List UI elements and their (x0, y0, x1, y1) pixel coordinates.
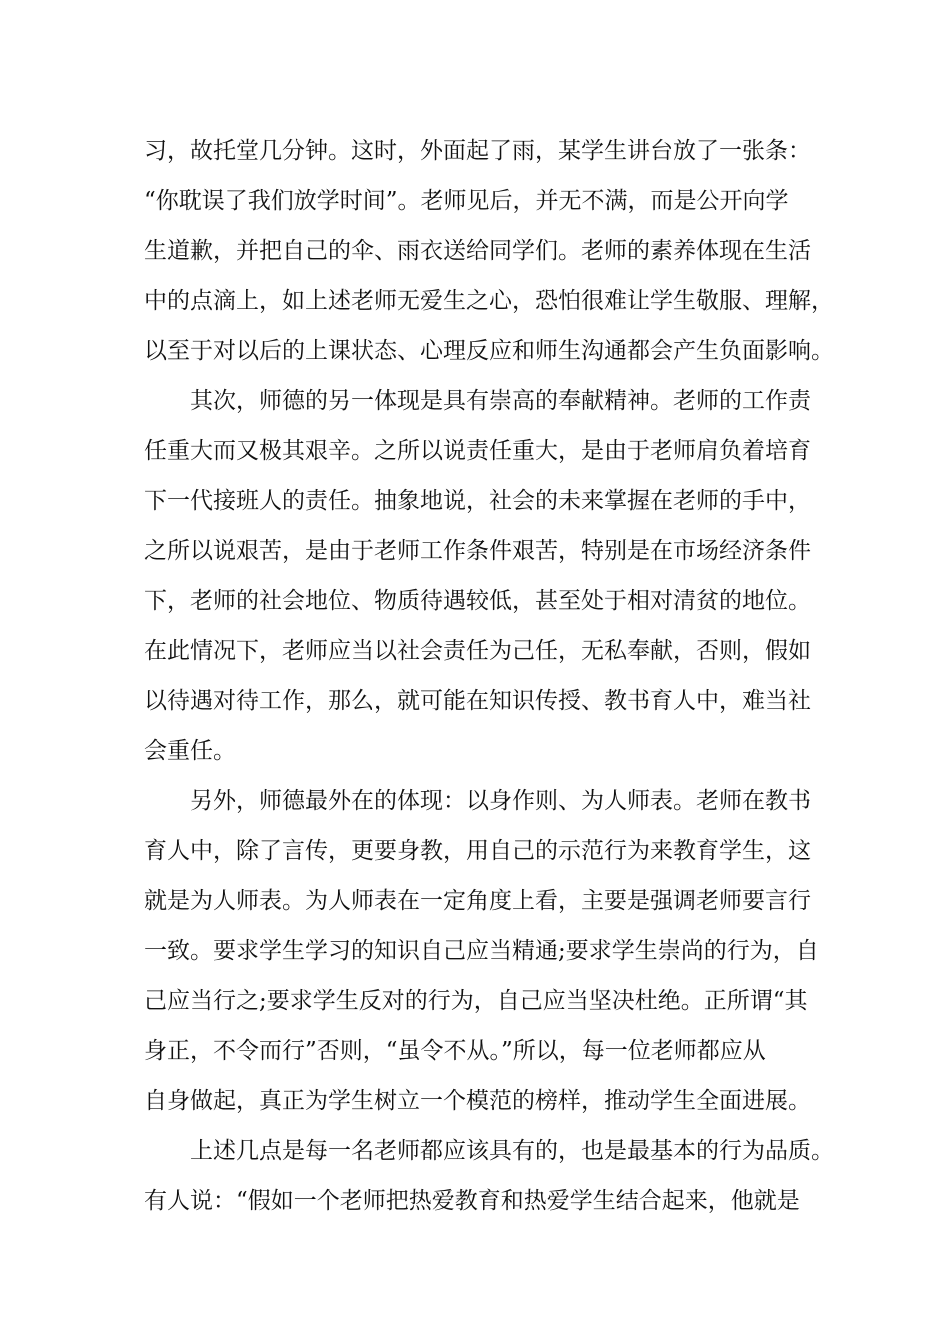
text-line: “你耽误了我们放学时间”。老师见后，并无不满，而是公开向学 (144, 188, 789, 214)
text-line: 身正，不令而行”否则，“虽令不从。”所以，每一位老师都应从 (144, 1038, 766, 1064)
text-line: 下一代接班人的责任。抽象地说，社会的未来掌握在老师的手中， (144, 488, 811, 514)
text-line: 在此情况下，老师应当以社会责任为己任，无私奉献，否则，假如 (144, 638, 811, 664)
text-line: 生道歉，并把自己的伞、雨衣送给同学们。老师的素养体现在生活 (144, 238, 811, 264)
text-line: 以至于对以后的上课状态、心理反应和师生沟通都会产生负面影响。 (144, 338, 834, 364)
text-line: 就是为人师表。为人师表在一定角度上看，主要是强调老师要言行 (144, 888, 811, 914)
text-line: 育人中，除了言传，更要身教，用自己的示范行为来教育学生，这 (144, 838, 811, 864)
text-line: 之所以说艰苦，是由于老师工作条件艰苦，特别是在市场经济条件 (144, 538, 811, 564)
text-line: 下，老师的社会地位、物质待遇较低，甚至处于相对清贫的地位。 (144, 588, 811, 614)
text-line: 己应当行之;要求学生反对的行为，自己应当坚决杜绝。正所谓“其 (144, 988, 808, 1014)
text-line: 任重大而又极其艰辛。之所以说责任重大，是由于老师肩负着培育 (144, 438, 811, 464)
text-line: 一致。要求学生学习的知识自己应当精通;要求学生崇尚的行为，自 (144, 938, 819, 964)
paragraph-start-line: 上述几点是每一名老师都应该具有的，也是最基本的行为品质。 (190, 1138, 834, 1164)
text-line: 习，故托堂几分钟。这时，外面起了雨，某学生讲台放了一张条： (144, 138, 811, 164)
text-line: 以待遇对待工作，那么，就可能在知识传授、教书育人中，难当社 (144, 688, 811, 714)
paragraph-start-line: 其次，师德的另一体现是具有崇高的奉献精神。老师的工作责 (190, 388, 811, 414)
paragraph-start-line: 另外，师德最外在的体现：以身作则、为人师表。老师在教书 (190, 788, 811, 814)
text-line: 自身做起，真正为学生树立一个模范的榜样，推动学生全面进展。 (144, 1088, 811, 1114)
text-line: 中的点滴上，如上述老师无爱生之心，恐怕很难让学生敬服、理解， (144, 288, 834, 314)
text-line: 有人说：“假如一个老师把热爱教育和热爱学生结合起来，他就是 (144, 1188, 800, 1214)
text-line: 会重任。 (144, 738, 236, 764)
